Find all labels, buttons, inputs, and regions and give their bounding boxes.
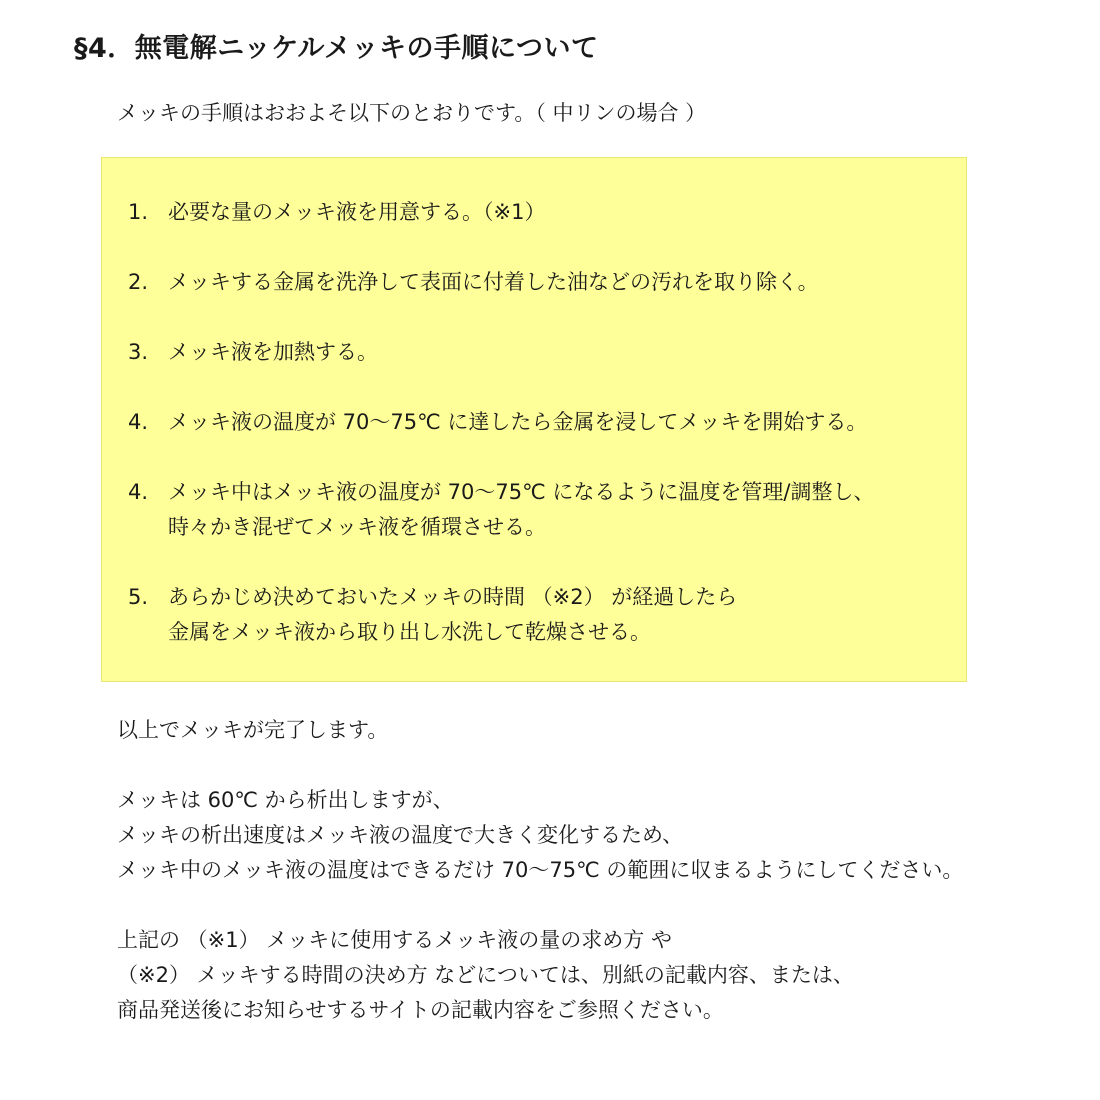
step-text: あらかじめ決めておいたメッキの時間 （※2） が経過したら [168, 585, 738, 609]
reference-note-line: 商品発送後にお知らせするサイトの記載内容をご参照ください。 [117, 998, 724, 1022]
section-heading: §4．無電解ニッケルメッキの手順について [74, 33, 599, 64]
step-text-continued: 時々かき混ぜてメッキ液を循環させる。 [168, 515, 546, 539]
step-item [128, 265, 819, 300]
completion-text [117, 713, 388, 748]
step-item [128, 580, 737, 650]
step-text: メッキする金属を洗浄して表面に付着した油などの汚れを取り除く。 [168, 270, 819, 294]
step-item [128, 335, 378, 370]
step-number: 4. [128, 480, 149, 504]
step-number: 1. [128, 200, 149, 224]
step-text: 必要な量のメッキ液を用意する。（※1） [168, 200, 546, 224]
procedure-steps-box [101, 157, 967, 682]
step-item [128, 195, 545, 230]
temperature-note [117, 783, 963, 888]
reference-note-line: 上記の （※1） メッキに使用するメッキ液の量の求め方 や [117, 928, 672, 952]
step-text: メッキ中はメッキ液の温度が 70～75℃ になるように温度を管理/調整し、 [168, 480, 875, 504]
step-number: 3. [128, 340, 149, 364]
step-number: 2. [128, 270, 149, 294]
reference-note [117, 923, 854, 1028]
temperature-note-line: メッキ中のメッキ液の温度はできるだけ 70～75℃ の範囲に収まるようにしてください。 [117, 858, 964, 882]
reference-note-line: （※2） メッキする時間の決め方 などについては、別紙の記載内容、または、 [117, 963, 854, 987]
step-text-continued: 金属をメッキ液から取り出し水洗して乾燥させる。 [168, 620, 651, 644]
intro-text: メッキの手順はおおよそ以下のとおりです。（ 中リンの場合 ） [117, 101, 707, 125]
step-text: メッキ液を加熱する。 [168, 340, 378, 364]
step-text: メッキ液の温度が 70～75℃ に達したら金属を浸してメッキを開始する。 [168, 410, 868, 434]
step-item [128, 405, 867, 440]
completion-line: 以上でメッキが完了します。 [117, 718, 389, 742]
temperature-note-line: メッキの析出速度はメッキ液の温度で大きく変化するため、 [117, 823, 684, 847]
step-number: 5. [128, 585, 149, 609]
step-number: 4. [128, 410, 149, 434]
step-item [128, 475, 874, 545]
temperature-note-line: メッキは 60℃ から析出しますが、 [117, 788, 454, 812]
